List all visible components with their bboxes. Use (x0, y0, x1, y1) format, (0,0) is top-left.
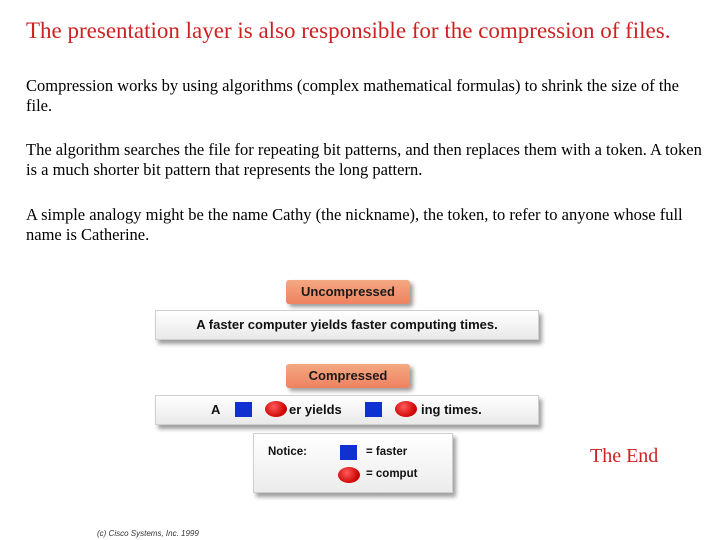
compressed-label: Compressed (286, 364, 410, 388)
square-token-icon (340, 445, 357, 460)
circle-token-icon (265, 401, 287, 417)
paragraph-analogy: A simple analogy might be the name Cathy (the nickname), the token, to refer to anyone whose full name is Catherine. (26, 205, 683, 244)
circle-token-icon (395, 401, 417, 417)
notice-box (253, 433, 453, 493)
square-token-icon (235, 402, 252, 417)
notice-label: Notice: (268, 446, 307, 458)
uncompressed-label: Uncompressed (286, 280, 410, 304)
copyright-text: (c) Cisco Systems, Inc. 1999 (97, 529, 199, 538)
circle-token-icon (338, 467, 360, 483)
notice-faster: = faster (366, 446, 408, 458)
slide-title: The presentation layer is also responsible for the compression of files. (26, 18, 671, 43)
uncompressed-sentence: A faster computer yields faster computing times. (196, 317, 498, 332)
uncompressed-sentence-bar (155, 310, 539, 340)
compressed-part-a: A (211, 402, 221, 417)
paragraph-algorithm: The algorithm searches the file for repeating bit patterns, and then replaces them with a token. A token is a much shorter bit pattern that represents the long pattern. (26, 140, 702, 179)
compressed-sentence-bar (155, 395, 539, 425)
compressed-part-ing-times: ing times. (421, 402, 482, 417)
square-token-icon (365, 402, 382, 417)
paragraph-compression: Compression works by using algorithms (complex mathematical formulas) to shrink the size of the file. (26, 76, 679, 115)
the-end-text: The End (590, 445, 659, 467)
compressed-part-er-yields: er yields (289, 402, 342, 417)
notice-comput: = comput (366, 468, 418, 480)
